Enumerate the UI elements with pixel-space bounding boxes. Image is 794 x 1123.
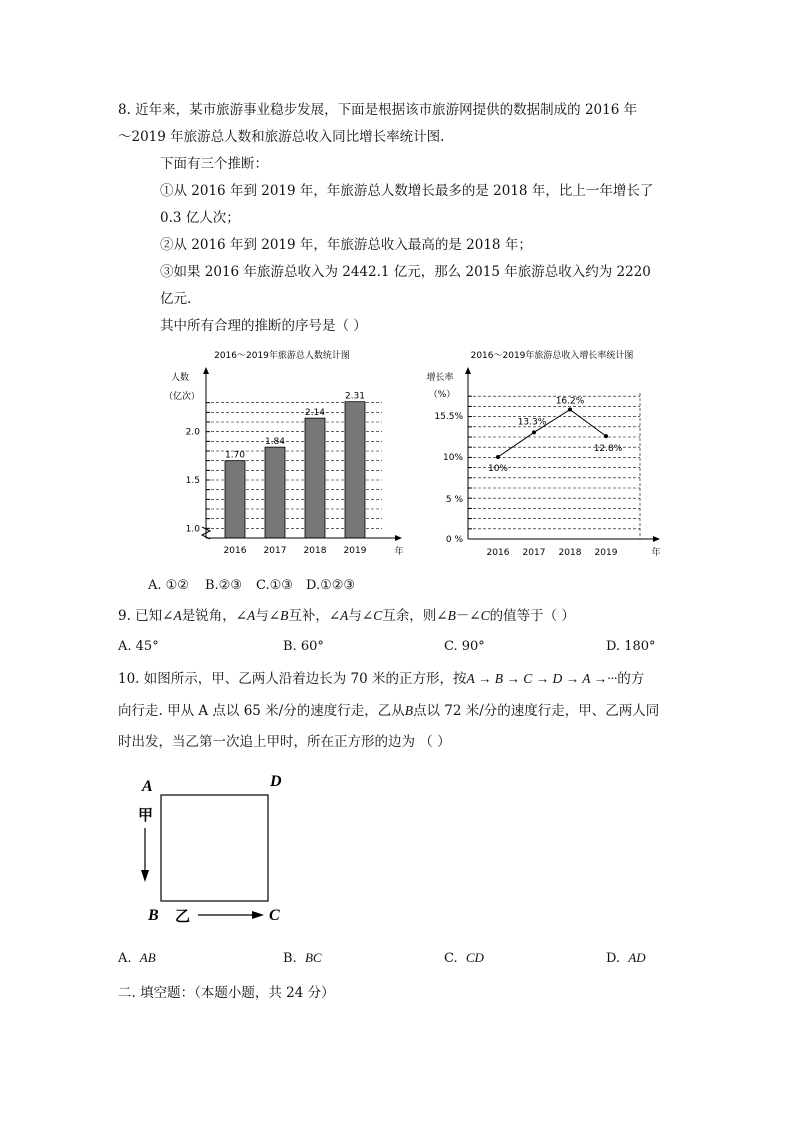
q10-option-c[interactable]: C. CD xyxy=(444,950,484,966)
q9-option-a[interactable]: A. 45° xyxy=(118,639,159,654)
square xyxy=(161,795,268,901)
jia-label: 甲 xyxy=(138,806,154,824)
jia-arrow-head xyxy=(141,870,149,882)
q8-statement1-cont: 0.3 亿人次； xyxy=(160,210,240,226)
vertex-b-label: B xyxy=(148,907,159,924)
x-tick-label: 2018 xyxy=(303,546,327,556)
bar-2016 xyxy=(225,461,245,538)
x-tick-label: 2016 xyxy=(223,546,247,556)
chart-title: 2016～2019年旅游总收入增长率统计图 xyxy=(470,351,634,361)
x-tick-label: 2018 xyxy=(558,548,582,558)
q9-option-c[interactable]: C. 90° xyxy=(444,639,485,654)
y-tick-label: 1.5 xyxy=(185,476,200,486)
yi-label: 乙 xyxy=(175,907,191,925)
q10-line3: 时出发，当乙第一次追上甲时，所在正方形的边为 （ ） xyxy=(118,734,451,750)
q8-option-a[interactable]: A. ①② xyxy=(148,578,189,593)
chart-title: 2016～2019年旅游总人数统计图 xyxy=(214,351,350,361)
q10-option-b[interactable]: B. BC xyxy=(283,950,322,966)
x-tick-label: 2017 xyxy=(263,546,287,556)
vertex-c-label: C xyxy=(269,907,280,924)
q8-line2: ～2019 年旅游总人数和旅游总收入同比增长率统计图. xyxy=(118,129,445,145)
bar-value-label: 2.31 xyxy=(344,391,366,402)
point-value-label: 16.2% xyxy=(555,396,585,407)
y-axis-unit: （亿次） xyxy=(163,392,201,402)
x-tick-label: 2019 xyxy=(343,546,367,556)
x-tick-label: 2017 xyxy=(522,548,546,558)
point-2019 xyxy=(604,434,608,438)
bar-value-label: 1.84 xyxy=(264,437,286,448)
q9-option-b[interactable]: B. 60° xyxy=(283,639,324,654)
q8-option-c[interactable]: C.①③ xyxy=(256,578,293,593)
x-axis-label: 年 xyxy=(651,548,661,558)
point-2018 xyxy=(568,408,572,412)
bar-value-label: 1.70 xyxy=(224,450,246,461)
q9-question: 9. 已知∠A是锐角，∠A与∠B互补，∠A与∠C互余，则∠B－∠C的值等于（ ） xyxy=(118,608,575,624)
bar-2018 xyxy=(305,418,325,538)
population-bar-chart xyxy=(150,343,410,568)
yi-arrow-head xyxy=(252,911,264,919)
section-2-heading: 二. 填空题：（本题小题，共 24 分） xyxy=(118,985,335,1001)
x-tick-label: 2019 xyxy=(594,548,618,558)
q9-option-d[interactable]: D. 180° xyxy=(606,639,656,654)
x-tick-label: 2016 xyxy=(486,548,510,558)
q8-line1: 8. 近年来，某市旅游事业稳步发展，下面是根据该市旅游网提供的数据制成的 2016 年 xyxy=(118,102,638,118)
y-axis-label: 人数 xyxy=(170,373,190,383)
y-axis-arrow xyxy=(203,367,209,374)
point-value-label: 12.8% xyxy=(593,444,623,455)
bar-2019 xyxy=(345,402,365,538)
income-growth-line-chart xyxy=(420,343,680,568)
q8-question: 其中所有合理的推断的序号是（ ） xyxy=(160,318,367,334)
y-axis-arrow xyxy=(465,367,471,374)
square-figure xyxy=(128,770,298,930)
bar-value-label: 2.14 xyxy=(304,408,326,419)
q10-line1: 10. 如图所示，甲、乙两人沿着边长为 70 米的正方形，按A → B → C → D → A →···的方 xyxy=(118,671,645,687)
point-2017 xyxy=(532,430,536,434)
y-tick-label: 10% xyxy=(442,453,463,463)
x-axis-arrow xyxy=(653,536,660,542)
y-tick-label: 0 % xyxy=(445,535,463,545)
q10-option-d[interactable]: D. AD xyxy=(606,950,646,966)
q10-option-a[interactable]: A. AB xyxy=(118,950,156,966)
q8-intro: 下面有三个推断： xyxy=(160,156,268,172)
q8-statement2: ②从 2016 年到 2019 年，年旅游总收入最高的是 2018 年； xyxy=(160,237,532,253)
q8-option-d[interactable]: D.①②③ xyxy=(306,578,356,593)
vertex-d-label: D xyxy=(270,773,282,790)
q8-statement3-cont: 亿元. xyxy=(160,291,192,307)
y-tick-label: 5 % xyxy=(445,495,463,505)
q10-line2: 向行走. 甲从 A 点以 65 米/分的速度行走，乙从B点以 72 米/分的速度行走，甲、乙两人同 xyxy=(118,703,660,719)
x-axis-arrow xyxy=(395,535,402,541)
point-value-label: 13.3% xyxy=(517,417,547,428)
q8-statement1: ①从 2016 年到 2019 年，年旅游总人数增长最多的是 2018 年，比上一年增长了 xyxy=(160,183,654,199)
y-tick-label: 1.0 xyxy=(185,524,200,535)
vertex-a-label: A xyxy=(142,778,153,795)
q10-path: A → B → C → D → A →··· xyxy=(466,671,618,686)
q8-option-b[interactable]: B.②③ xyxy=(205,578,242,593)
q8-statement3: ③如果 2016 年旅游总收入为 2442.1 亿元，那么 2015 年旅游总收入约为 2220 xyxy=(160,264,651,280)
y-axis-unit: （%） xyxy=(428,390,456,400)
y-tick-label: 15.5% xyxy=(434,412,463,422)
x-axis-label: 年 xyxy=(394,547,404,557)
y-axis-label: 增长率 xyxy=(426,373,454,383)
bar-2017 xyxy=(265,447,285,538)
point-2016 xyxy=(496,455,500,459)
point-value-label: 10% xyxy=(487,464,509,474)
y-tick-label: 2.0 xyxy=(185,427,200,438)
